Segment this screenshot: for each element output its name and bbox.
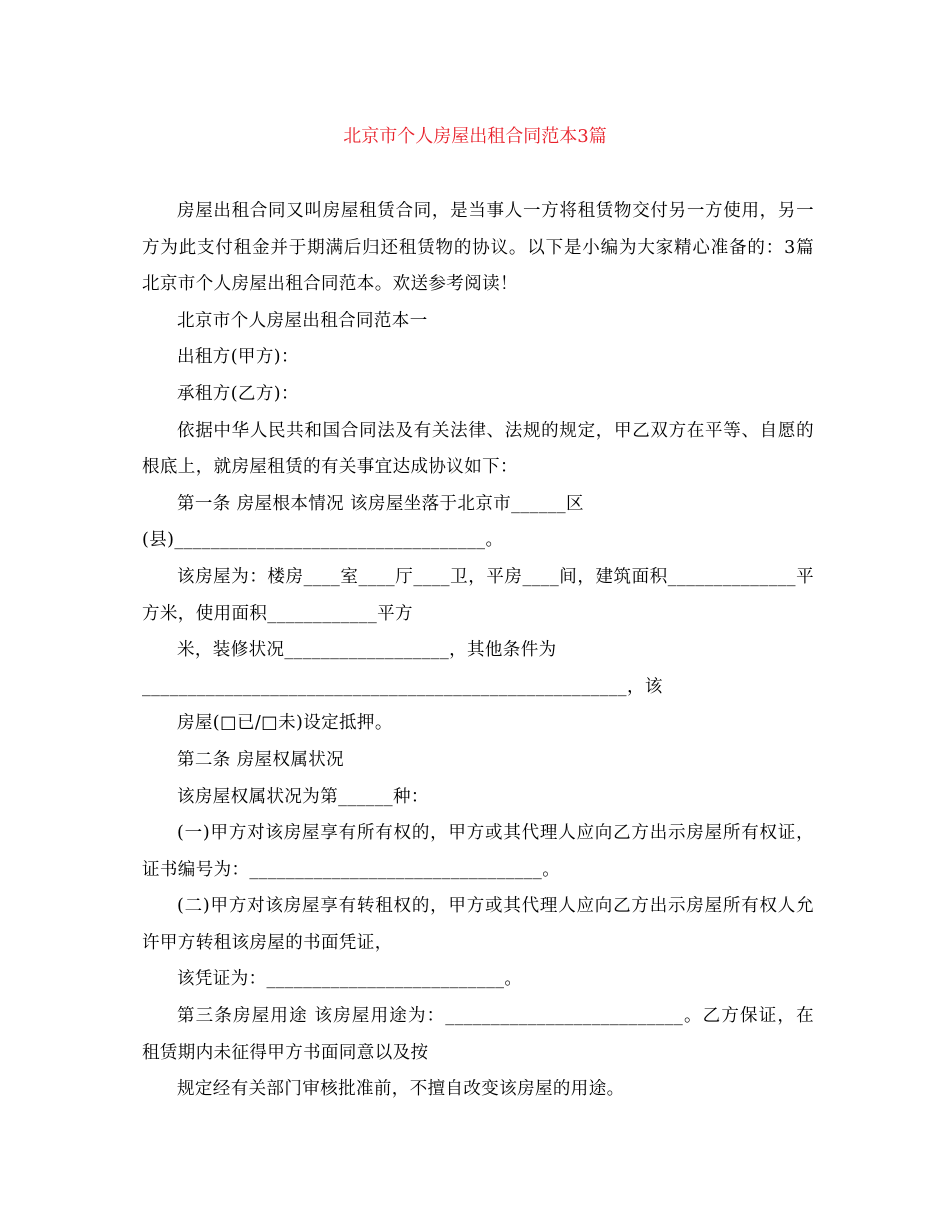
- ownership-clause-1: (一)甲方对该房屋享有所有权的，甲方或其代理人应向乙方出示房屋所有权证，证书编号为：________________________________。: [142, 823, 814, 880]
- lessor-line: 出租方(甲方)：: [177, 347, 299, 368]
- intro-paragraph: 房屋出租合同又叫房屋租赁合同，是当事人一方将租赁物交付另一方使用，另一方为此支付租金并于期满后归还租赁物的协议。以下是小编为大家精心准备的：3篇北京市个人房屋出租合同范本。欢送参考阅读！: [142, 201, 814, 295]
- article-1-line: 第一条 房屋根本情况 该房屋坐落于北京市______区: [177, 493, 584, 514]
- house-description-paragraph: 该房屋为：楼房____室____厅____卫，平房____间，建筑面积______________平方米，使用面积____________平方: [142, 566, 814, 624]
- document-title: 北京市个人房屋出租合同范本3篇: [343, 126, 607, 147]
- section-heading: 北京市个人房屋出租合同范本一: [177, 310, 428, 331]
- approval-line: 规定经有关部门审核批准前，不擅自改变该房屋的用途。: [177, 1079, 625, 1100]
- article-2-heading: 第二条 房屋权属状况: [177, 749, 345, 770]
- mortgage-line: 房屋(□已/□未)设定抵押。: [177, 713, 393, 734]
- document-body: [142, 193, 814, 1108]
- ownership-type-line: 该房屋权属状况为第______种：: [177, 786, 429, 807]
- county-line: (县)__________________________________。: [142, 530, 504, 551]
- ownership-clause-2: (二)甲方对该房屋享有转租权的，甲方或其代理人应向乙方出示房屋所有权人允许甲方转租该房屋的书面凭证，: [142, 896, 814, 953]
- lessee-line: 承租方(乙方)：: [177, 383, 299, 404]
- legal-basis-paragraph: 依据中华人民共和国合同法及有关法律、法规的规定，甲乙双方在平等、自愿的根底上，就房屋租赁的有关事宜达成协议如下：: [142, 420, 814, 478]
- article-3-paragraph: 第三条房屋用途 该房屋用途为：__________________________。乙方保证，在租赁期内未征得甲方书面同意以及按: [142, 1006, 814, 1063]
- other-conditions-line: _____________________________________________________，该: [142, 676, 663, 697]
- decoration-line: 米，装修状况__________________，其他条件为: [177, 640, 557, 661]
- certificate-line: 该凭证为：__________________________。: [177, 969, 523, 990]
